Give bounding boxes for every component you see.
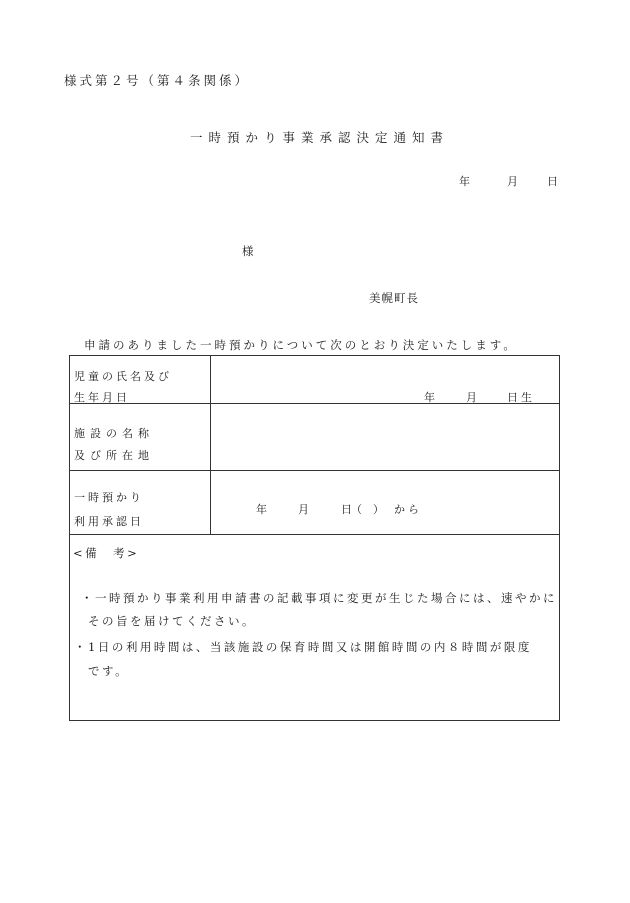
column-divider bbox=[210, 356, 211, 534]
facility-label-line2: 及び所在地 bbox=[74, 449, 154, 462]
usage-year-label: 年 bbox=[256, 503, 267, 516]
birth-month-label: 月 bbox=[466, 391, 477, 404]
remarks-note2-line2: です。 bbox=[88, 664, 130, 678]
date-month-label: 月 bbox=[507, 175, 518, 188]
notice-table bbox=[69, 355, 560, 721]
child-label-line1: 児童の氏名及び bbox=[74, 370, 172, 383]
birth-day-label: 日生 bbox=[507, 391, 535, 404]
row-divider bbox=[70, 470, 559, 471]
remarks-note1-line1: ・一時預かり事業利用申請書の記載事項に変更が生じた場合には、速やかに bbox=[81, 591, 557, 605]
issuer-name: 美幌町長 bbox=[369, 291, 419, 305]
form-number: 様式第２号（第４条関係） bbox=[64, 73, 251, 88]
addressee-honorific: 様 bbox=[242, 244, 254, 258]
row-divider bbox=[70, 534, 559, 535]
usage-label-line1: 一時預かり bbox=[74, 491, 144, 504]
date-line bbox=[459, 173, 558, 189]
date-day-label: 日 bbox=[547, 175, 558, 188]
usage-from-label: から bbox=[394, 503, 422, 516]
document-title: 一時預かり事業承認決定通知書 bbox=[190, 130, 450, 145]
birth-year-label: 年 bbox=[424, 391, 435, 404]
date-year-label: 年 bbox=[459, 175, 470, 188]
usage-label-line2: 利用承認日 bbox=[74, 515, 144, 528]
remarks-note1-line2: その旨を届けてください。 bbox=[88, 614, 256, 628]
child-label-line2: 生年月日 bbox=[74, 391, 130, 404]
remarks-note2-line1: ・1日の利用時間は、当該施設の保育時間又は開館時間の内８時間が限度 bbox=[74, 640, 532, 654]
usage-month-label: 月 bbox=[298, 503, 309, 516]
intro-text: 申請のありました一時預かりについて次のとおり決定いたします。 bbox=[84, 338, 518, 352]
remarks-heading: <備 考> bbox=[73, 546, 140, 560]
row-divider bbox=[70, 403, 559, 404]
usage-paren-close: ） bbox=[373, 503, 384, 516]
usage-paren-open: （ bbox=[351, 503, 362, 516]
facility-label-line1: 施設の名称 bbox=[74, 427, 154, 440]
usage-day-label: 日 bbox=[341, 503, 352, 516]
